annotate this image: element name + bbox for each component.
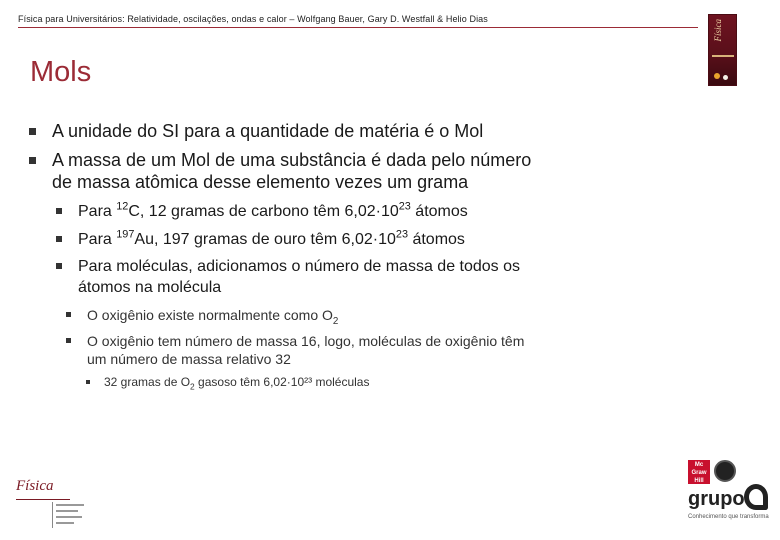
book-cover-dot xyxy=(714,73,720,79)
text-run: O oxigênio existe normalmente como O xyxy=(87,307,333,323)
exponent: 23 xyxy=(395,228,409,241)
exponent: 23 xyxy=(398,200,411,213)
book-cover-title: Física xyxy=(713,19,723,42)
bullet-marker xyxy=(56,208,62,214)
grupo-a-wordmark: grupo xyxy=(688,488,745,510)
subsubsubbullet-oxygen-gas xyxy=(104,374,369,390)
bullet-marker xyxy=(56,263,62,269)
bullet-marker xyxy=(66,312,71,317)
logo-fine-print xyxy=(56,504,86,528)
mcgraw-hill-logo: Mc Graw Hill xyxy=(688,460,710,484)
grupo-a-letter-icon xyxy=(744,484,768,510)
subsubbullet-oxygen-form xyxy=(87,306,339,327)
text-run: Au, 197 gramas de ouro têm 6,02·10 xyxy=(134,231,396,248)
bullet-text-continued: átomos na molécula xyxy=(78,279,222,296)
bullet-text-continued: um número de massa relativo 32 xyxy=(87,351,291,367)
bullet-marker xyxy=(29,157,36,164)
publisher-logo xyxy=(688,460,768,530)
text-run: Para xyxy=(78,231,117,248)
bullet-marker xyxy=(66,338,71,343)
slide-title: Mols xyxy=(30,56,92,88)
isotope-superscript: 12 xyxy=(116,200,129,213)
book-cover-bar xyxy=(712,55,734,57)
bullet-si-unit xyxy=(52,120,483,142)
subscript: 2 xyxy=(332,315,339,327)
subbullet-molecules xyxy=(78,256,520,298)
subsubbullet-oxygen-mass xyxy=(87,332,524,368)
university-seal-icon xyxy=(714,460,736,482)
isotope-superscript: 197 xyxy=(116,228,135,241)
logo-divider xyxy=(52,502,53,528)
bullet-marker xyxy=(29,128,36,135)
text-run: gasoso têm 6,02·10²³ moléculas xyxy=(194,375,370,389)
publisher-tagline: Conhecimento que transforma xyxy=(688,514,769,520)
book-cover-image xyxy=(708,14,737,86)
subbullet-gold xyxy=(78,229,465,250)
subbullet-carbon xyxy=(78,201,468,222)
bullet-text: A massa de um Mol de uma substância é dada pelo número xyxy=(52,150,532,170)
text-run: átomos xyxy=(408,231,465,248)
bullet-text: A unidade do SI para a quantidade de matéria é o Mol xyxy=(52,121,484,141)
bullet-marker xyxy=(56,236,62,242)
bullet-text: O oxigênio tem número de massa 16, logo, moléculas de oxigênio têm xyxy=(87,333,525,349)
header-divider xyxy=(18,27,698,28)
fisica-logo xyxy=(16,478,86,528)
fisica-wordmark: Física xyxy=(16,478,54,494)
logo-rule xyxy=(16,499,70,500)
text-run: átomos xyxy=(410,203,468,220)
bullet-marker xyxy=(86,380,90,384)
bullet-text: Para moléculas, adicionamos o número de massa de todos os xyxy=(78,258,521,275)
text-run: 32 gramas de O xyxy=(104,375,191,389)
bullet-text-continued: de massa atômica desse elemento vezes um grama xyxy=(52,172,469,192)
bullet-molar-mass xyxy=(52,149,531,193)
header-citation: Física para Universitários: Relatividade, oscilações, ondas e calor – Wolfgang Bauer, Gary D. Westfall & Helio Dias xyxy=(18,14,488,24)
subscript: 2 xyxy=(190,381,195,392)
book-cover-dot xyxy=(723,75,728,80)
text-run: C, 12 gramas de carbono têm 6,02·10 xyxy=(128,203,399,220)
text-run: Para xyxy=(78,203,117,220)
